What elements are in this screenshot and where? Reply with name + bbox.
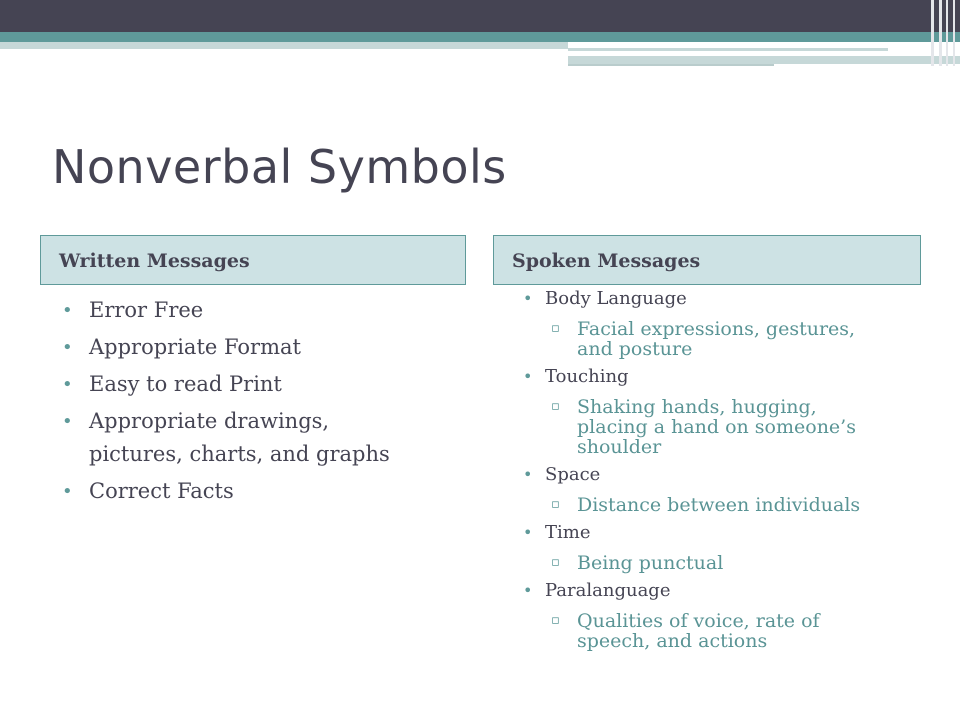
spoken-message-item [523,463,923,515]
sub-bullet-icon: ▫ [551,555,560,570]
bullet-icon: • [62,337,73,358]
bullet-icon: • [523,523,533,542]
spoken-message-label [523,579,923,603]
bullet-icon: • [62,300,73,321]
spoken-message-detail-text: speech, and actions [577,630,768,652]
written-message-item [62,405,462,471]
written-message-item [62,294,462,327]
slide-title: Nonverbal Symbols [52,140,507,194]
spoken-message-label-text: Touching [545,366,629,387]
decor-vertical-line [931,0,934,66]
written-messages-header: Written Messages [40,235,466,285]
written-message-item [62,475,462,508]
top-band-step [568,56,960,64]
spoken-messages-list [523,285,923,657]
written-message-item [62,331,462,364]
spoken-message-label-text: Body Language [545,288,687,309]
bullet-icon: • [62,481,73,502]
written-message-text: Easy to read Print [89,372,282,396]
written-message-text: Correct Facts [89,479,234,503]
bullet-icon: • [523,581,533,600]
top-band-thin [568,48,888,51]
sub-bullet-icon: ▫ [551,321,560,336]
spoken-message-item [523,365,923,457]
spoken-message-detail-text: Qualities of voice, rate of [577,610,820,632]
bullet-icon: • [523,465,533,484]
spoken-message-detail-text: and posture [577,338,693,360]
top-band-teal [0,32,960,42]
spoken-message-detail-text: Distance between individuals [577,494,861,516]
spoken-message-detail-text: Shaking hands, hugging, [577,396,817,418]
decor-vertical-line [939,0,942,66]
spoken-message-label-text: Time [545,522,591,543]
top-band-step-lower [568,64,774,66]
spoken-message-item [523,579,923,651]
spoken-message-item [523,521,923,573]
spoken-message-label-text: Space [545,464,601,485]
spoken-message-detail [523,611,923,651]
written-message-text: Error Free [89,298,204,322]
sub-bullet-icon: ▫ [551,613,560,628]
spoken-message-item [523,287,923,359]
spoken-message-detail-text: shoulder [577,436,662,458]
bullet-icon: • [523,367,533,386]
written-message-item [62,368,462,401]
written-message-text: pictures, charts, and graphs [89,442,390,466]
spoken-messages-header: Spoken Messages [493,235,921,285]
spoken-message-label [523,521,923,545]
spoken-message-detail-text: Being punctual [577,552,724,574]
spoken-message-detail-text: placing a hand on someone’s [577,416,856,438]
bullet-icon: • [523,289,533,308]
written-message-text: Appropriate drawings, [89,409,330,433]
sub-bullet-icon: ▫ [551,497,560,512]
spoken-message-detail [523,553,923,573]
spoken-message-label [523,463,923,487]
sub-bullet-icon: ▫ [551,399,560,414]
decor-vertical-line [946,0,948,66]
spoken-message-detail [523,495,923,515]
spoken-message-label [523,287,923,311]
bullet-icon: • [62,411,73,432]
spoken-message-detail [523,397,923,457]
spoken-message-label-text: Paralanguage [545,580,671,601]
spoken-message-detail [523,319,923,359]
spoken-message-detail-text: Facial expressions, gestures, [577,318,856,340]
decor-vertical-line [953,0,955,66]
top-band-dark [0,0,960,32]
top-band-light [0,42,568,49]
bullet-icon: • [62,374,73,395]
spoken-message-label [523,365,923,389]
written-message-text: Appropriate Format [89,335,301,359]
written-messages-list [62,290,462,508]
